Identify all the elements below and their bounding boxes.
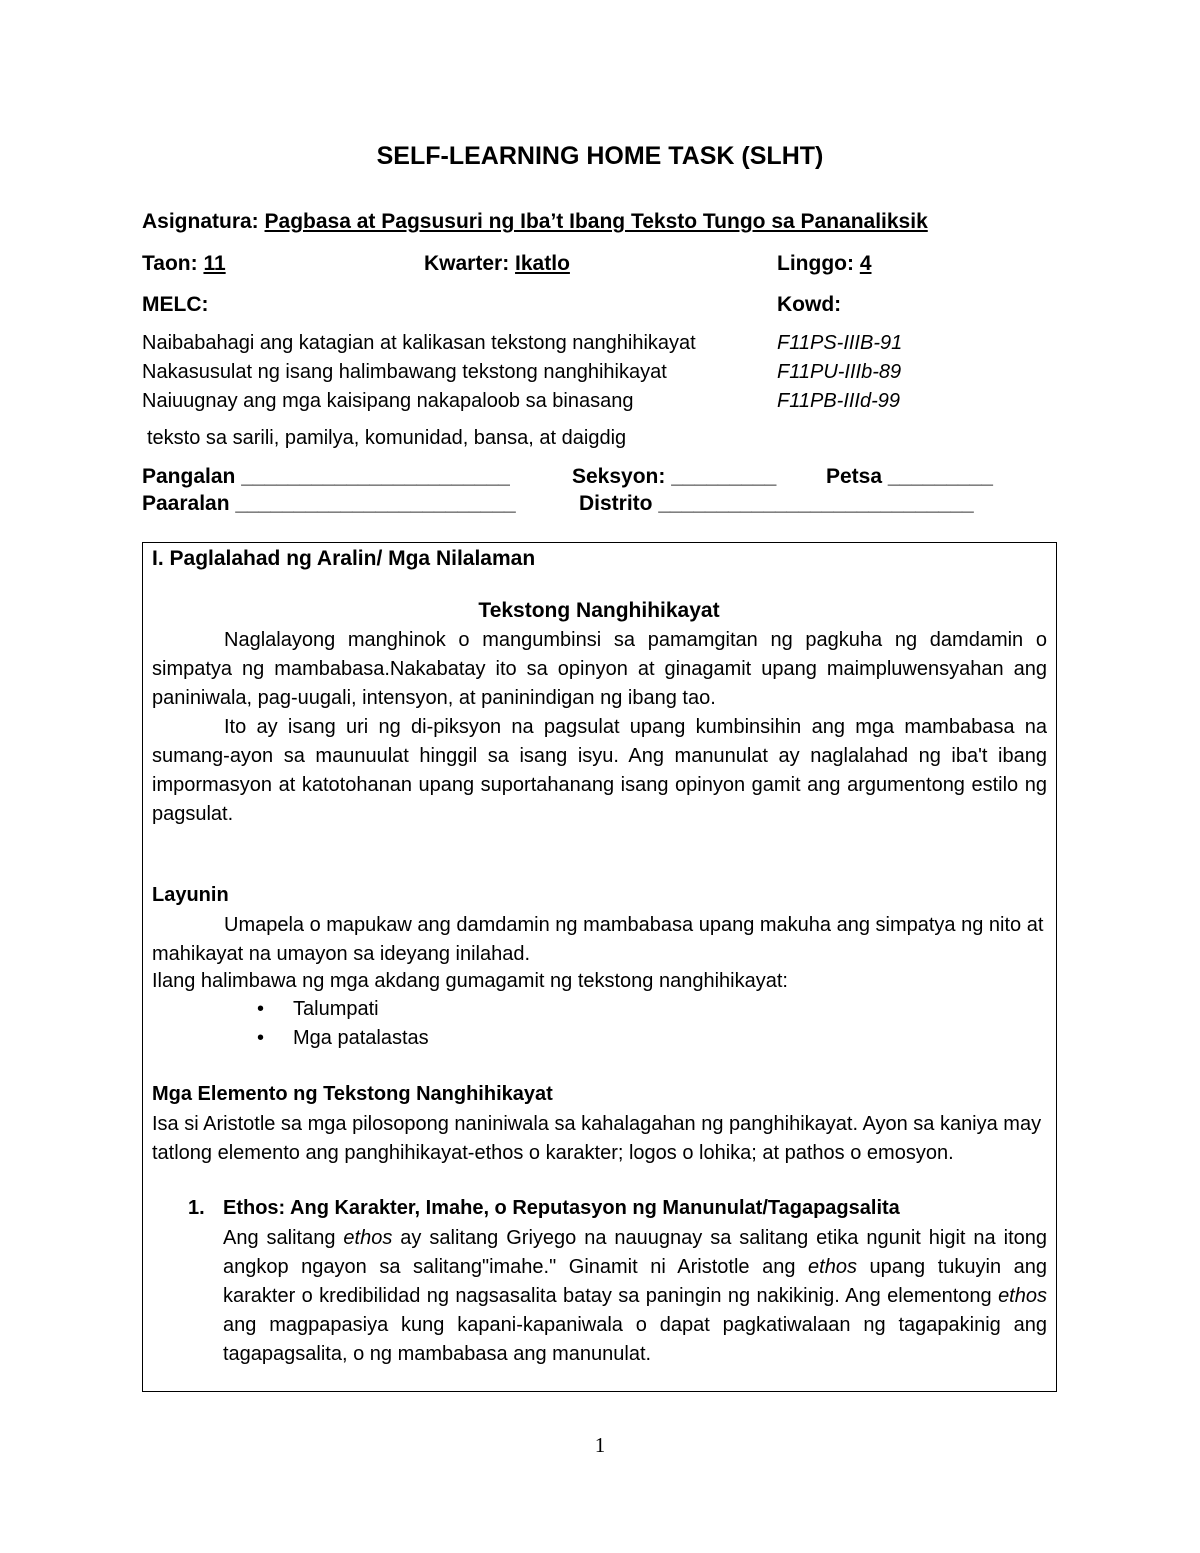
melc-code-1: F11PS-IIIB-91 [777, 332, 903, 354]
kwarter-value: Ikatlo [515, 252, 570, 275]
melc-label: MELC: [142, 293, 209, 316]
asignatura-row [142, 210, 928, 234]
examples-intro: Ilang halimbawa ng mga akdang gumagamit ng tekstong nanghihikayat: [152, 970, 788, 992]
melc-item-2: Nakasusulat ng isang halimbawang tekstong nanghihikayat [142, 361, 667, 383]
example-item-1: Talumpati [293, 998, 379, 1020]
petsa-field[interactable]: Petsa _________ [826, 465, 993, 488]
kowd-label: Kowd: [777, 293, 842, 316]
melc-item-3: Naiuugnay ang mga kaisipang nakapaloob sa binasang [142, 390, 634, 412]
section-subtitle: Tekstong Nanghihikayat [478, 599, 720, 622]
kwarter-label: Kwarter: [424, 252, 510, 275]
melc-code-3: F11PB-IIId-99 [777, 390, 901, 412]
item-1-term: ethos [808, 1256, 857, 1278]
content-box [142, 542, 1057, 1392]
asignatura-label: Asignatura: [142, 210, 259, 233]
melc-code-2: F11PU-IIIb-89 [777, 361, 902, 383]
item-1-number: 1. [188, 1197, 205, 1219]
pangalan-field[interactable]: Pangalan _______________________ [142, 465, 510, 488]
item-1-term: ethos [998, 1285, 1047, 1307]
melc-continuation: teksto sa sarili, pamilya, komunidad, bansa, at daigdig [147, 427, 627, 449]
item-1-text-part: upang tukuyin ang karakter o kredibilidad ng nagsasalita batay sa paningin ng nakikinig. Ang elementong [223, 1256, 1047, 1307]
melc-item-1: Naibabahagi ang katagian at kalikasan tekstong nanghihikayat [142, 332, 696, 354]
linggo-label: Linggo: [777, 252, 854, 275]
item-1-heading: Ethos: Ang Karakter, Imahe, o Reputasyon ng Manunulat/Tagapagsalita [223, 1197, 900, 1219]
layunin-heading: Layunin [152, 884, 229, 906]
page-number: 1 [594, 1433, 606, 1457]
distrito-field[interactable]: Distrito ___________________________ [579, 492, 974, 515]
elements-text: Isa si Aristotle sa mga pilosopong naniniwala sa kahalagahan ng panghihikayat. Ayon sa kaniya may tatlong elemento ang panghihikayat-ethos o karakter; logos o lohika; at pathos o emosyon. [152, 1113, 1042, 1164]
kwarter-field [424, 252, 570, 276]
taon-label: Taon: [142, 252, 198, 275]
example-item-2: Mga patalastas [293, 1027, 429, 1049]
paragraph-1: Naglalayong manghinok o mangumbinsi sa pamamgitan ng pagkuha ng damdamin o simpatya ng mambabasa.Nakabatay ito sa opinyon at ginagamit upang maimpluwensyahan ang paniniwala, pag-uugali, intensyon, at paninindigan ng ibang tao. [152, 629, 1047, 709]
bullet-icon: • [257, 998, 265, 1020]
linggo-field [777, 252, 872, 276]
item-1-term: ethos [343, 1227, 393, 1249]
item-1-text [223, 1224, 1047, 1369]
linggo-value: 4 [859, 252, 872, 275]
item-1-text-part: Ang salitang [223, 1227, 344, 1249]
taon-value: 11 [203, 252, 226, 275]
document-title: SELF-LEARNING HOME TASK (SLHT) [376, 142, 824, 170]
section-heading: I. Paglalahad ng Aralin/ Mga Nilalaman [152, 547, 536, 570]
layunin-text: Umapela o mapukaw ang damdamin ng mambabasa upang makuha ang simpatya ng nito at mahikayat na umayon sa ideyang inilahad. [152, 914, 1044, 965]
item-1-text-part: ay salitang Griyego na nauugnay sa salitang etika ngunit higit na itong angkop ngayon sa salitang"imahe." Ginamit ni Aristotle ang [223, 1227, 1047, 1278]
bullet-icon: • [257, 1027, 265, 1049]
seksyon-field[interactable]: Seksyon: _________ [572, 465, 777, 488]
asignatura-value: Pagbasa at Pagsusuri ng Iba’t Ibang Teksto Tungo sa Pananaliksik [264, 210, 928, 233]
elements-heading: Mga Elemento ng Tekstong Nanghihikayat [152, 1083, 553, 1105]
paaralan-field[interactable]: Paaralan ________________________ [142, 492, 516, 515]
paragraph-2: Ito ay isang uri ng di-piksyon na pagsulat upang kumbinsihin ang mga mambabasa na sumang-ayon sa maunuulat hinggil sa isang isyu. Ang manunulat ay naglalahad ng iba't ibang impormasyon at katotohanan upang suportahanang isang opinyon gamit ang argumentong estilo ng pagsulat. [152, 716, 1047, 825]
item-1-text-part: ang magpapasiya kung kapani-kapaniwala o dapat pagkatiwalaan ng tagapakinig ang tagapagsalita, o ng mambabasa ang manunulat. [223, 1314, 1047, 1365]
taon-field [142, 252, 226, 276]
